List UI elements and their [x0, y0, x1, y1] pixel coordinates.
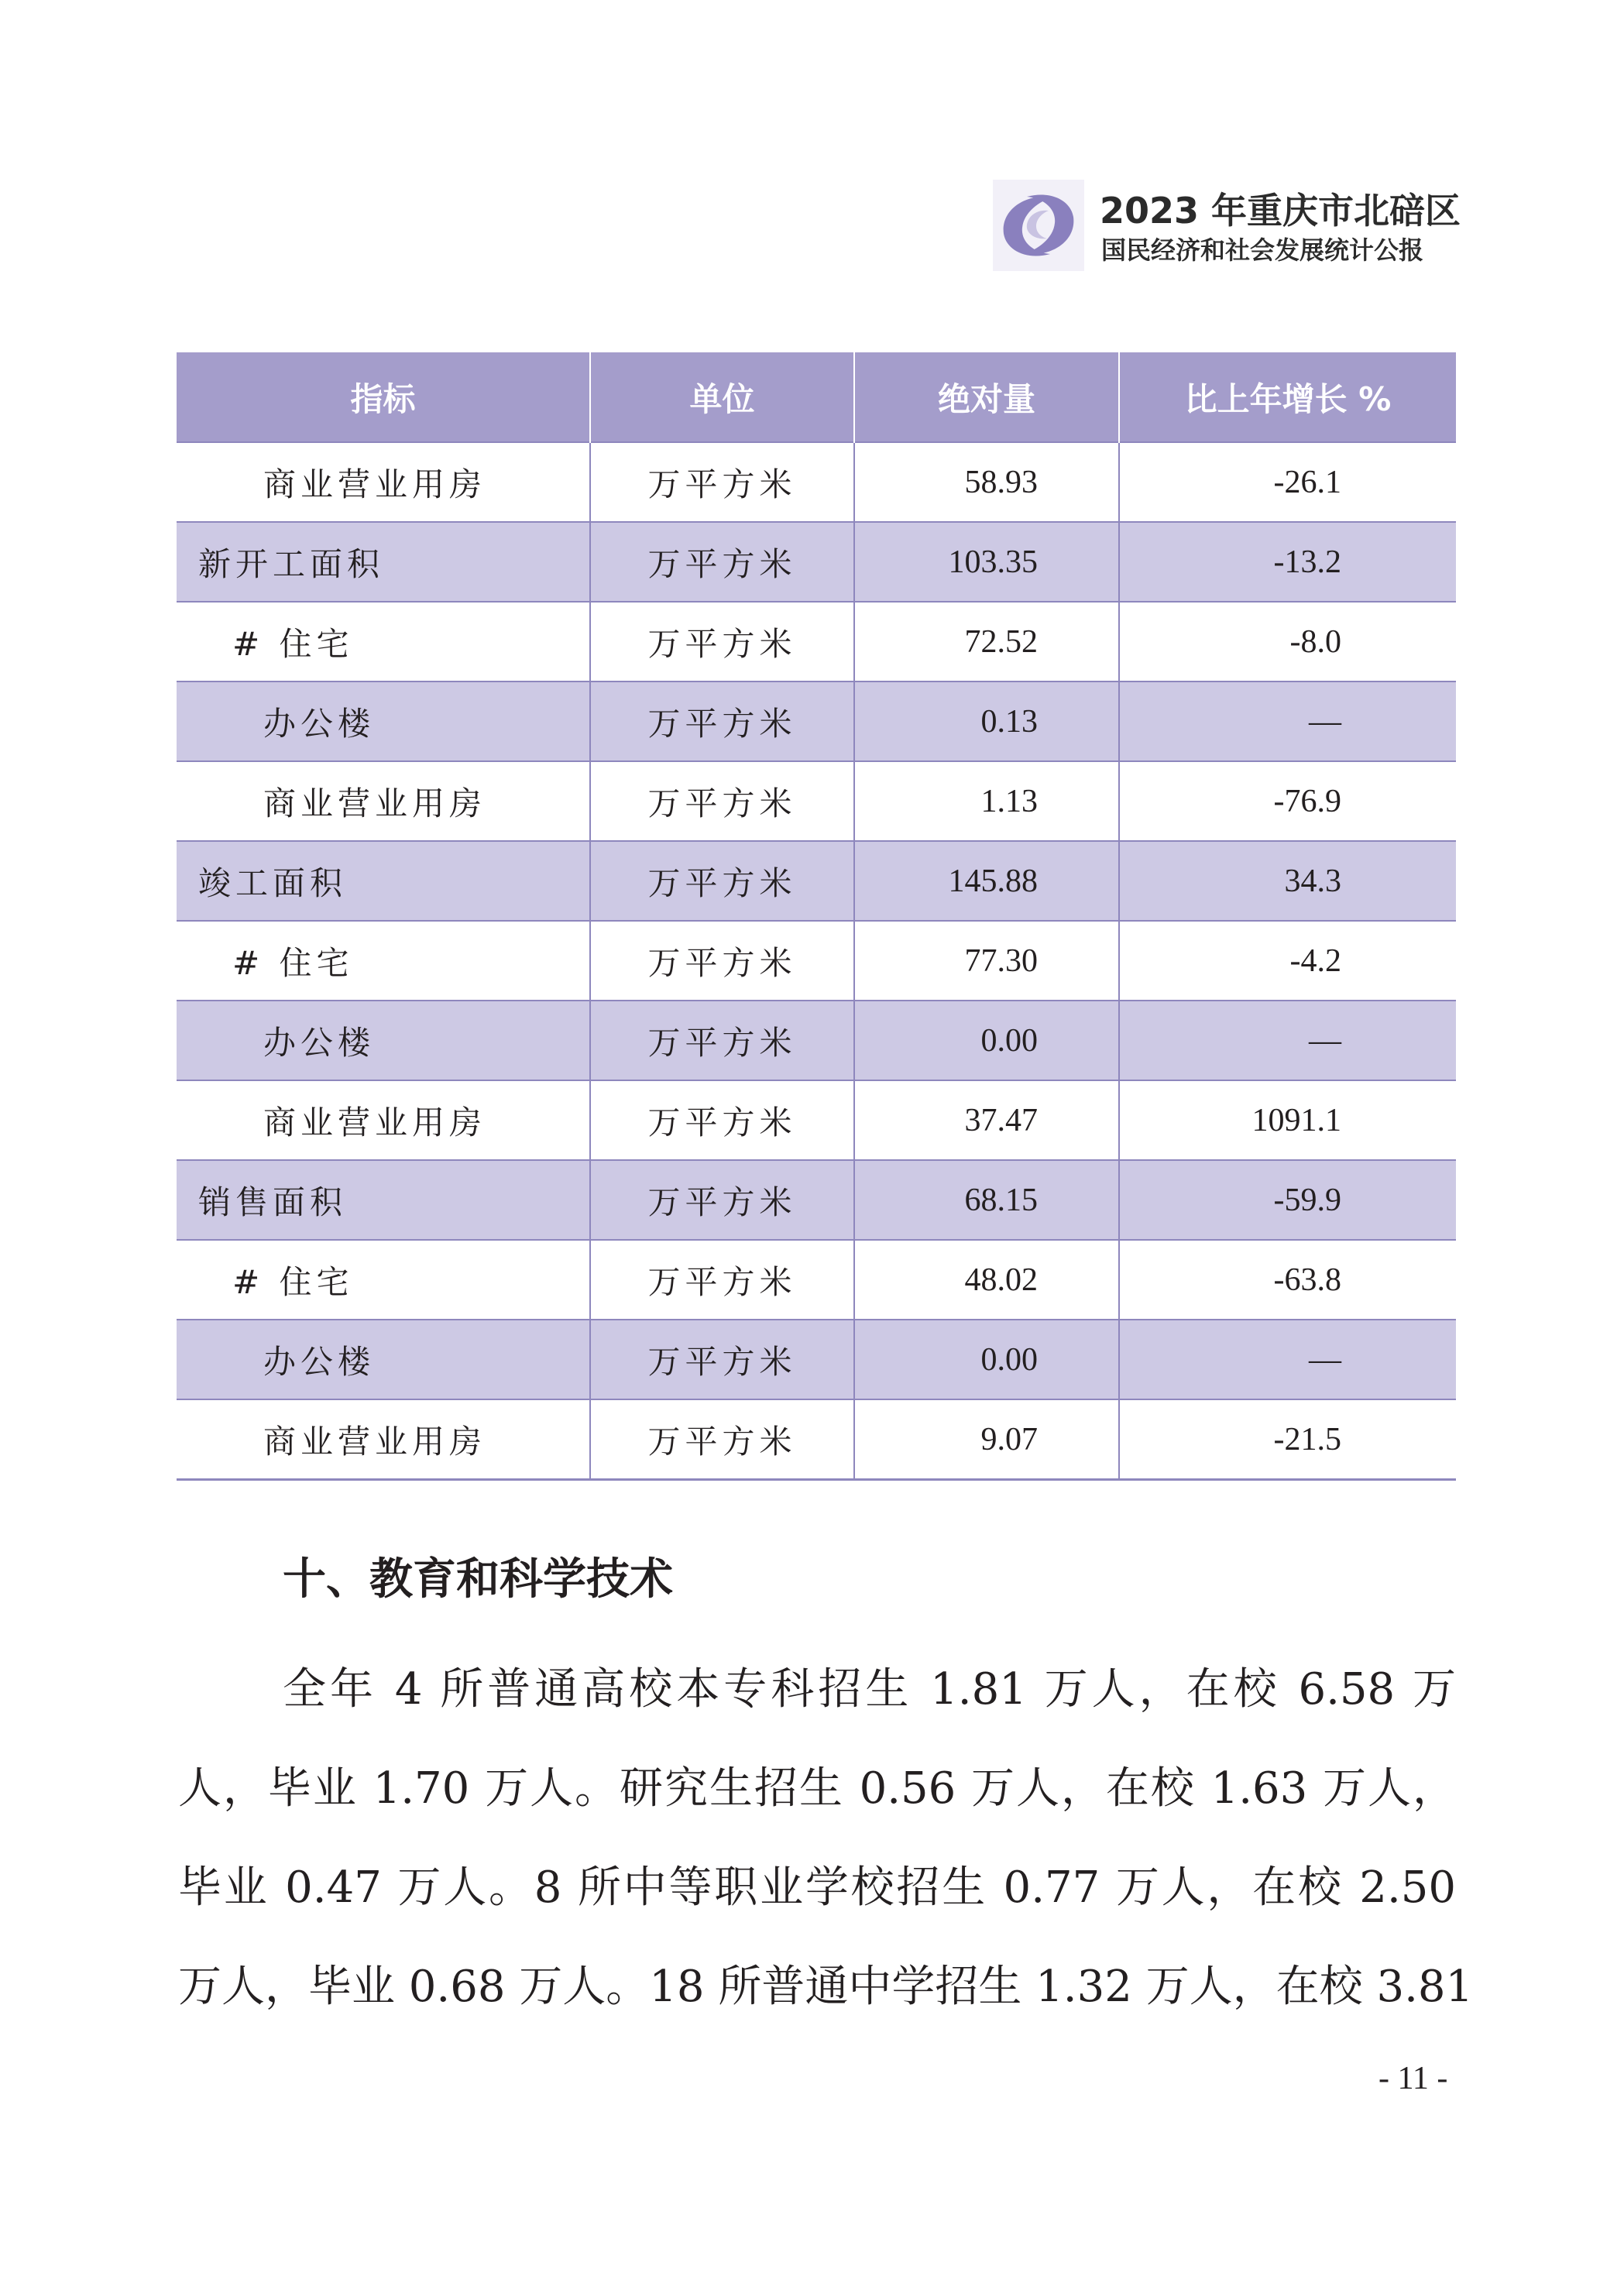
statistics-table [177, 352, 1456, 1481]
cell-growth: -4.2 [1119, 921, 1456, 1001]
table-row [177, 1160, 1456, 1240]
cell-absolute: 0.00 [854, 1320, 1119, 1399]
cell-unit: 万平方米 [590, 761, 854, 841]
cell-absolute: 0.00 [854, 1001, 1119, 1080]
cell-growth: -21.5 [1119, 1399, 1456, 1480]
cell-growth: 34.3 [1119, 841, 1456, 921]
cell-growth: -63.8 [1119, 1240, 1456, 1320]
cell-unit: 万平方米 [590, 602, 854, 681]
table-row [177, 681, 1456, 761]
cell-growth: — [1119, 1001, 1456, 1080]
cell-growth: — [1119, 681, 1456, 761]
cell-unit: 万平方米 [590, 1399, 854, 1480]
cell-absolute: 58.93 [854, 442, 1119, 522]
cell-growth: -26.1 [1119, 442, 1456, 522]
paragraph-line: 毕业 0.47 万人。8 所中等职业学校招生 0.77 万人，在校 2.50 [178, 1862, 1456, 1913]
header-unit: 单位 [590, 352, 854, 442]
cell-unit: 万平方米 [590, 681, 854, 761]
table-row [177, 1080, 1456, 1160]
paragraph-line: 全年 4 所普通高校本专科招生 1.81 万人，在校 6.58 万 [283, 1664, 1456, 1715]
cell-growth: -76.9 [1119, 761, 1456, 841]
cell-growth: 1091.1 [1119, 1080, 1456, 1160]
cell-indicator: 商业营业用房 [177, 761, 590, 841]
cell-unit: 万平方米 [590, 522, 854, 602]
table-row [177, 1399, 1456, 1480]
table-header-row [177, 352, 1456, 442]
cell-unit: 万平方米 [590, 841, 854, 921]
table-row [177, 1001, 1456, 1080]
cell-absolute: 68.15 [854, 1160, 1119, 1240]
cell-growth: -8.0 [1119, 602, 1456, 681]
table-row [177, 602, 1456, 681]
cell-indicator: # 住宅 [177, 921, 590, 1001]
paragraph-line: 人，毕业 1.70 万人。研究生招生 0.56 万人，在校 1.63 万人， [178, 1763, 1456, 1814]
cell-absolute: 37.47 [854, 1080, 1119, 1160]
cell-indicator: 竣工面积 [177, 841, 590, 921]
cell-absolute: 145.88 [854, 841, 1119, 921]
cell-unit: 万平方米 [590, 1320, 854, 1399]
cell-indicator: # 住宅 [177, 1240, 590, 1320]
cell-indicator: 办公楼 [177, 1320, 590, 1399]
cell-indicator: # 住宅 [177, 602, 590, 681]
cell-growth: -13.2 [1119, 522, 1456, 602]
cell-absolute: 103.35 [854, 522, 1119, 602]
paragraph-line: 万人，毕业 0.68 万人。18 所普通中学招生 1.32 万人，在校 3.81 [178, 1962, 1474, 2012]
report-logo-icon [993, 180, 1084, 271]
cell-absolute: 77.30 [854, 921, 1119, 1001]
cell-absolute: 0.13 [854, 681, 1119, 761]
cell-growth: -59.9 [1119, 1160, 1456, 1240]
table-row [177, 442, 1456, 522]
table-row [177, 921, 1456, 1001]
report-header [993, 180, 1473, 271]
cell-unit: 万平方米 [590, 442, 854, 522]
table-row [177, 1320, 1456, 1399]
section-heading: 十、教育和科学技术 [283, 1554, 673, 1605]
cell-indicator: 办公楼 [177, 1001, 590, 1080]
header-growth: 比上年增长 % [1119, 352, 1456, 442]
table-row [177, 841, 1456, 921]
cell-absolute: 1.13 [854, 761, 1119, 841]
table-row [177, 761, 1456, 841]
cell-unit: 万平方米 [590, 1001, 854, 1080]
report-subtitle: 国民经济和社会发展统计公报 [1101, 235, 1424, 265]
cell-unit: 万平方米 [590, 1240, 854, 1320]
cell-absolute: 9.07 [854, 1399, 1119, 1480]
cell-absolute: 72.52 [854, 602, 1119, 681]
header-indicator: 指标 [177, 352, 590, 442]
cell-indicator: 新开工面积 [177, 522, 590, 602]
cell-indicator: 商业营业用房 [177, 1399, 590, 1480]
cell-unit: 万平方米 [590, 921, 854, 1001]
section-paragraph [178, 1640, 1474, 2037]
cell-unit: 万平方米 [590, 1160, 854, 1240]
cell-unit: 万平方米 [590, 1080, 854, 1160]
table-row [177, 1240, 1456, 1320]
cell-indicator: 商业营业用房 [177, 442, 590, 522]
cell-absolute: 48.02 [854, 1240, 1119, 1320]
report-title: 2023 年重庆市北碚区 [1100, 190, 1461, 232]
page-number: - 11 - [1379, 2061, 1448, 2096]
cell-indicator: 商业营业用房 [177, 1080, 590, 1160]
header-absolute: 绝对量 [854, 352, 1119, 442]
cell-growth: — [1119, 1320, 1456, 1399]
cell-indicator: 办公楼 [177, 681, 590, 761]
cell-indicator: 销售面积 [177, 1160, 590, 1240]
table-row [177, 522, 1456, 602]
